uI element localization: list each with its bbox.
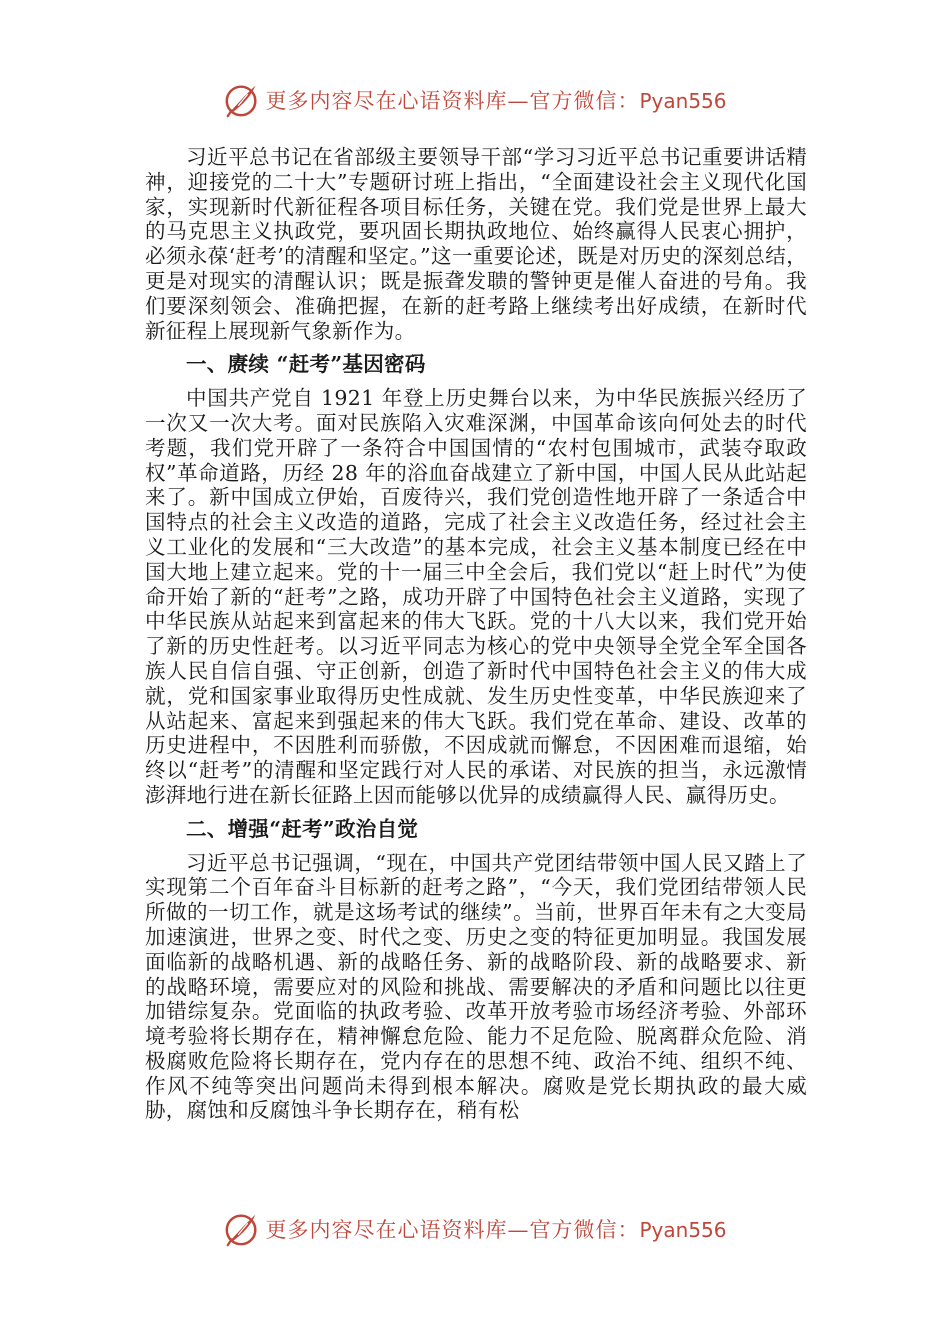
quill-logo-icon (223, 1210, 261, 1248)
section-1-heading: 一、赓续 “赶考”基因密码 (186, 352, 426, 377)
banner-text (265, 1214, 726, 1244)
footer-watermark-banner (0, 1209, 950, 1249)
banner-prefix: 更多内容尽在心语资料库—官方微信： (265, 89, 640, 113)
banner-account: Pyan556 (639, 1218, 727, 1242)
quill-logo-icon (223, 81, 261, 119)
section-1-paragraph: 中国共产党自 1921 年登上历史舞台以来，为中华民族振兴经历了一次又一次大考。面对民族陷入灾难深渊，中国革命该向何处去的时代考题，我们党开辟了一条符合中国国情的“农村包围城市，武装夺取政权”革命道路，历经 28 年的浴血奋战建立了新中国，中国人民从此站起来了。新中国成立伊始，百废待兴，我们党创造性地开辟了一条适合中国特点的社会主义改造的道路，完成了社会主义改造任务，经过社会主义工业化的发展和“三大改造”的基本完成，社会主义基本制度已经在中国大地上建立起来。党的十一届三中全会后，我们党以“赶上时代”为使命开始了新的“赶考”之路，成功开辟了中国特色社会主义道路，实现了中华民族从站起来到富起来的伟大飞跃。党的十八大以来，我们党开始了新的历史性赶考。以习近平同志为核心的党中央领导全党全军全国各族人民自信自强、守正创新，创造了新时代中国特色社会主义的伟大成就，党和国家事业取得历史性成就、发生历史性变革，中华民族迎来了从站起来、富起来到强起来的伟大飞跃。我们党在革命、建设、改革的历史进程中，不因胜利而骄傲，不因成就而懈怠，不因困难而退缩，始终以“赶考”的清醒和坚定践行对人民的承诺、对民族的担当，永远激情澎湃地行进在新长征路上因而能够以优异的成绩赢得人民、赢得历史。 (145, 386, 807, 807)
banner-prefix: 更多内容尽在心语资料库—官方微信： (265, 1218, 640, 1242)
header-watermark-banner (0, 80, 950, 120)
document-body (145, 145, 807, 1123)
intro-paragraph: 习近平总书记在省部级主要领导干部“学习习近平总书记重要讲话精神，迎接党的二十大”专题研讨班上指出，“全面建设社会主义现代化国家，实现新时代新征程各项目标任务，关键在党。我们党是世界上最大的马克思主义执政党，要巩固长期执政地位、始终赢得人民衷心拥护，必须永葆‘赶考’的清醒和坚定。”这一重要论述，既是对历史的深刻总结，更是对现实的清醒认识；既是振聋发聩的警钟更是催人奋进的号角。我们要深刻领会、准确把握，在新的赶考路上继续考出好成绩，在新时代新征程上展现新气象新作为。 (145, 145, 807, 343)
section-2-paragraph: 习近平总书记强调，“现在，中国共产党团结带领中国人民又踏上了实现第二个百年奋斗目标新的赶考之路”，“今天，我们党团结带领人民所做的一切工作，就是这场考试的继续”。当前，世界百年未有之大变局加速演进，世界之变、时代之变、历史之变的特征更加明显。我国发展面临新的战略机遇、新的战略任务、新的战略阶段、新的战略要求、新的战略环境，需要应对的风险和挑战、需要解决的矛盾和问题比以往更加错综复杂。党面临的执政考验、改革开放考验市场经济考验、外部环境考验将长期存在，精神懈怠危险、能力不足危险、脱离群众危险、消极腐败危险将长期存在，党内存在的思想不纯、政治不纯、组织不纯、作风不纯等突出问题尚未得到根本解决。腐败是党长期执政的最大威胁，腐蚀和反腐蚀斗争长期存在，稍有松 (145, 850, 807, 1123)
section-2-heading: 二、增强“赶考”政治自觉 (186, 816, 419, 841)
banner-text (265, 85, 726, 115)
banner-account: Pyan556 (639, 89, 727, 113)
